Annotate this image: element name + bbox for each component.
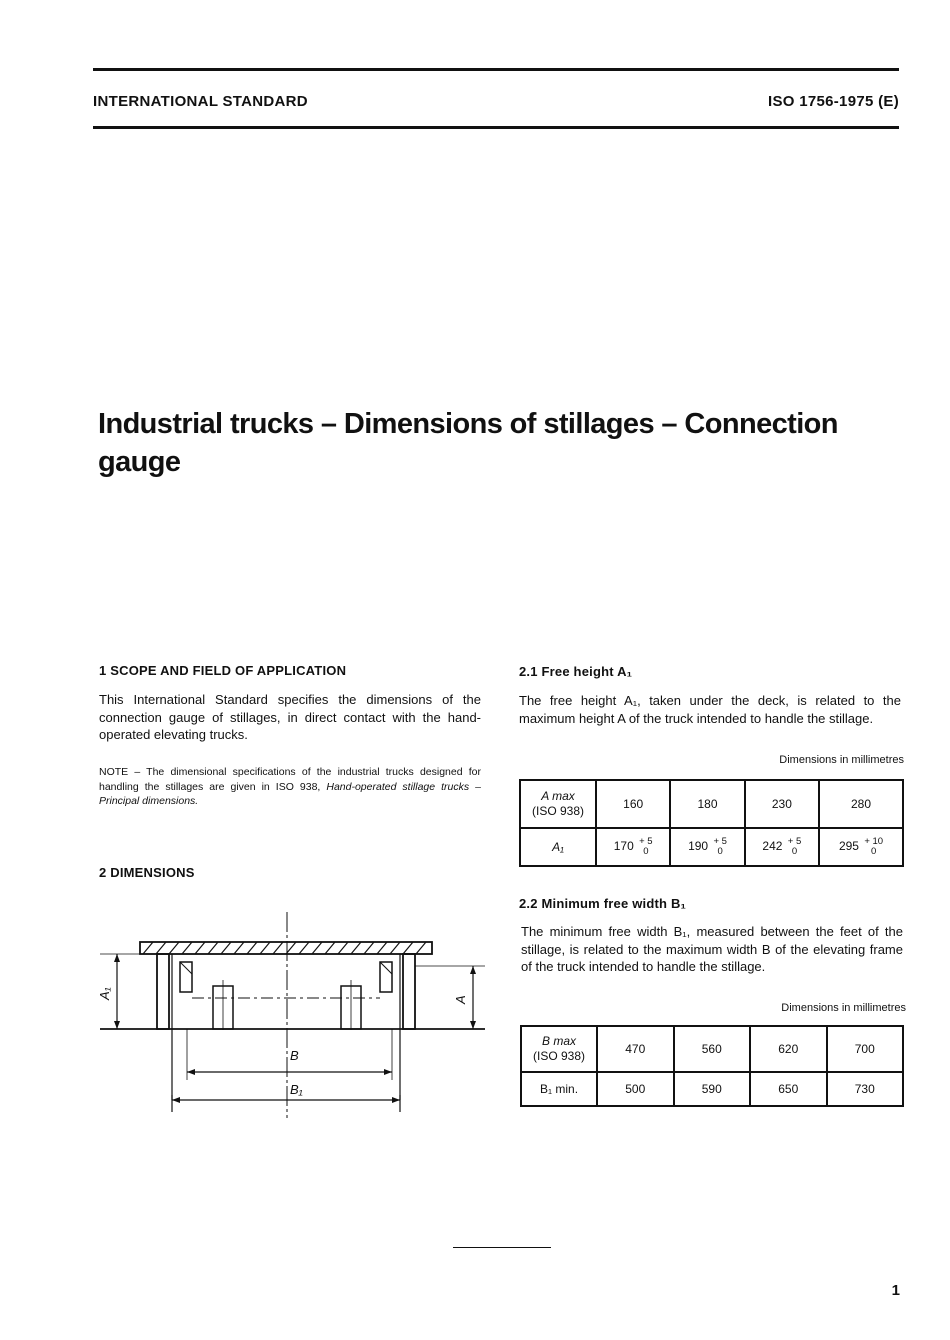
header-top-rule <box>93 68 899 71</box>
b-max-value: 560 <box>674 1026 751 1072</box>
b-max-value: 620 <box>750 1026 827 1072</box>
a1-tolerance <box>713 837 726 857</box>
section-1-body: This International Standard specifies the dimensions of the connection gauge of stillages, in direct contact with the hand-operated elevating trucks. <box>99 692 481 742</box>
tol-lower: 0 <box>643 846 649 857</box>
section-2-heading: 2 DIMENSIONS <box>99 865 195 880</box>
a-max-header <box>520 780 596 828</box>
b-max-header <box>521 1026 597 1072</box>
a1-tolerance <box>864 837 883 857</box>
a1-header: A₁ <box>520 828 596 866</box>
a-max-standard: (ISO 938) <box>531 804 585 818</box>
a1-value: 170 <box>613 839 634 854</box>
tol-upper: + 5 <box>639 836 653 847</box>
section-2-1-heading: 2.1 Free height A₁ <box>519 664 633 679</box>
a1-value-cell <box>745 828 819 866</box>
section-2-1-body: The free height A₁, taken under the deck, is related to the maximum height A of the truck intended to handle the stillage. <box>519 693 901 726</box>
figure-label-a: A <box>453 995 468 1004</box>
figure-label-a1: A₁ <box>97 987 112 1000</box>
tol-upper: + 5 <box>787 836 802 847</box>
a-max-label: A max <box>541 789 575 803</box>
a1-value-cell <box>819 828 903 866</box>
header-bottom-rule <box>93 126 899 129</box>
tol-lower: 0 <box>791 846 798 857</box>
b-max-value: 470 <box>597 1026 674 1072</box>
a1-value-cell <box>596 828 670 866</box>
b1-min-header: B₁ min. <box>521 1072 597 1106</box>
section-2-2-heading: 2.2 Minimum free width B₁ <box>519 896 687 911</box>
note-text: NOTE – The dimensional specifications of the industrial trucks designed for handling the stillages are given in ISO 938, <box>99 766 481 793</box>
b-max-value: 700 <box>827 1026 904 1072</box>
figure-label-b: B <box>290 1048 299 1063</box>
tol-lower: 0 <box>871 846 877 857</box>
b-max-standard: (ISO 938) <box>532 1049 586 1063</box>
b1-min-value: 650 <box>750 1072 827 1106</box>
connection-gauge-figure <box>95 910 495 1120</box>
footer-rule <box>453 1247 551 1248</box>
figure-label-b1: B₁ <box>290 1082 303 1097</box>
section-1-heading: 1 SCOPE AND FIELD OF APPLICATION <box>99 663 347 678</box>
free-height-table <box>519 779 904 867</box>
document-title: Industrial trucks – Dimensions of stillages – Connection gauge <box>98 408 838 478</box>
a1-value: 295 <box>838 839 859 854</box>
a1-value: 190 <box>688 839 709 854</box>
page-number: 1 <box>891 1282 900 1299</box>
a1-tolerance <box>639 837 652 857</box>
section-1-note <box>99 765 481 809</box>
a1-value: 242 <box>762 839 783 854</box>
free-width-table <box>520 1025 904 1107</box>
section-2-1-dim-note: Dimensions in millimetres <box>779 754 904 766</box>
b-max-label: B max <box>541 1034 576 1048</box>
header-doc-type: INTERNATIONAL STANDARD <box>93 93 308 110</box>
tol-upper: + 10 <box>864 836 884 847</box>
a-max-value: 180 <box>670 780 744 828</box>
header-doc-number: ISO 1756-1975 (E) <box>767 93 899 110</box>
b1-min-value: 730 <box>827 1072 904 1106</box>
b1-min-value: 500 <box>597 1072 674 1106</box>
a1-value-cell <box>670 828 744 866</box>
a1-tolerance <box>788 837 801 857</box>
note-reference: Hand-operated stillage trucks – Principal dimensions. <box>99 780 481 807</box>
tol-upper: + 5 <box>713 836 727 847</box>
section-2-2-dim-note: Dimensions in millimetres <box>781 1002 906 1014</box>
section-2-2-body: The minimum free width B₁, measured between the feet of the stillage, is related to the maximum width B of the elevating frame of the truck intended to handle the stillage. <box>521 924 903 974</box>
a-max-value: 280 <box>819 780 903 828</box>
a-max-value: 160 <box>596 780 670 828</box>
tol-lower: 0 <box>717 846 723 857</box>
b1-min-value: 590 <box>674 1072 751 1106</box>
a-max-value: 230 <box>745 780 819 828</box>
